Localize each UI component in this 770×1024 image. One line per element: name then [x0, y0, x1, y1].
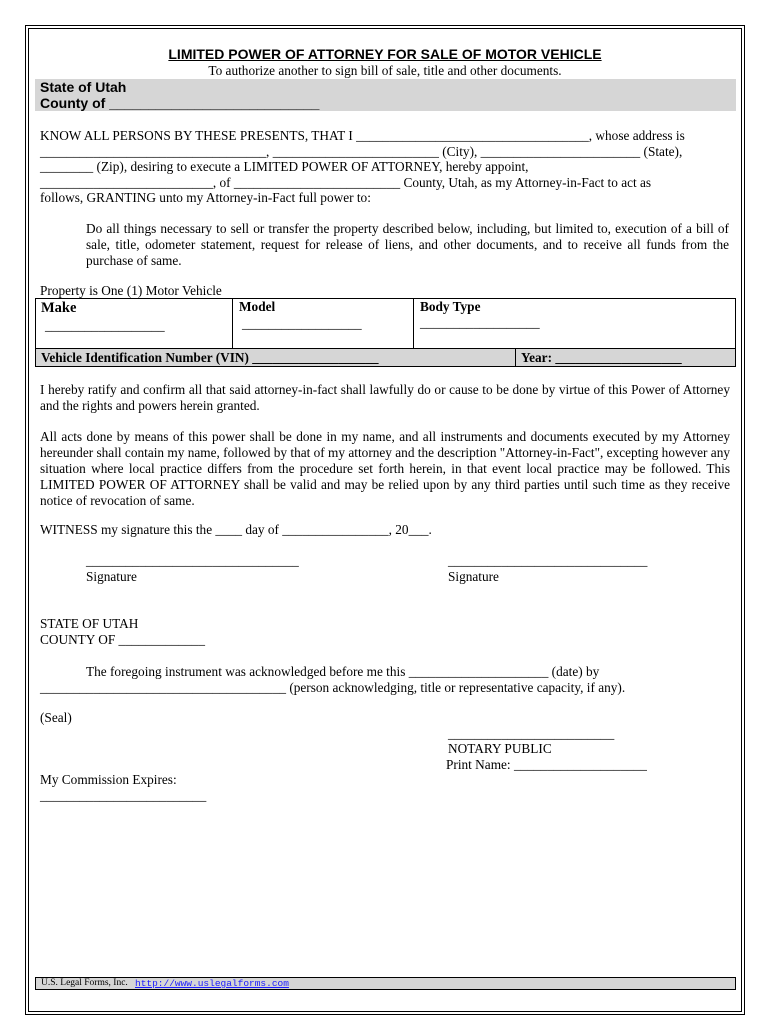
table-right-rule: [735, 298, 736, 367]
signature-line-1: ________________________________: [86, 553, 299, 568]
signature-label-2: Signature: [448, 569, 499, 584]
model-blank: __________________: [242, 316, 362, 331]
commission-label: My Commission Expires:: [40, 772, 177, 787]
know-all-line-5: follows, GRANTING unto my Attorney-in-Fact full power to:: [40, 190, 371, 205]
footer-company: U.S. Legal Forms, Inc.: [41, 978, 128, 988]
know-all-line-3: ________ (Zip), desiring to execute a LIMITED POWER OF ATTORNEY, hereby appoint,: [40, 159, 529, 174]
acknowledgment-line-1: The foregoing instrument was acknowledged before me this _____________________ (date) by: [86, 664, 600, 679]
body-type-label: Body Type: [420, 299, 481, 314]
property-label: Property is One (1) Motor Vehicle: [40, 283, 222, 298]
know-all-line-1: KNOW ALL PERSONS BY THESE PRESENTS, THAT I ___________________________________, whose address is: [40, 128, 685, 143]
document-subtitle: To authorize another to sign bill of sale, title and other documents.: [208, 63, 562, 78]
table-top-rule: [35, 298, 736, 299]
signature-label-1: Signature: [86, 569, 137, 584]
ratify-paragraph: I hereby ratify and confirm all that said attorney-in-fact shall lawfully do or cause to be done by virtue of this Power of Attorney and the rights and powers herein granted.: [40, 382, 730, 413]
document-title: LIMITED POWER OF ATTORNEY FOR SALE OF MOTOR VEHICLE: [168, 46, 602, 62]
seal-label: (Seal): [40, 710, 72, 725]
table-mid-rule: [35, 348, 736, 349]
acts-paragraph: All acts done by means of this power shall be done in my name, and all instruments and documents executed by my Attorney hereunder shall contain my name, followed by that of my attorney and the description "Attorney-in-Fact", excepting however any situation where local practice differs from the procedure set forth herein, in that event local practice may be followed. This LIMITED POWER OF ATTORNEY shall be valid and may be relied upon by any third parties until such time as they receive notice of revocation of same.: [40, 429, 730, 508]
make-label: Make: [41, 300, 77, 316]
vin-label: Vehicle Identification Number (VIN) ___________________: [41, 350, 379, 365]
powers-paragraph: Do all things necessary to sell or transfer the property described below, including, but limited to, execution of a bill of sale, title, odometer statement, request for release of liens, and other documents, and to receive all funds from the purchase of same.: [86, 221, 729, 268]
notary-state: STATE OF UTAH: [40, 616, 139, 631]
signature-line-2: ______________________________: [448, 553, 648, 568]
model-label: Model: [239, 299, 276, 314]
print-name-line: Print Name: ____________________: [446, 757, 647, 772]
year-label: Year: ___________________: [521, 350, 682, 365]
table-divider-1: [232, 298, 233, 348]
notary-county: COUNTY OF _____________: [40, 632, 205, 647]
footer-bar: [35, 977, 736, 990]
acknowledgment-line-2: _____________________________________ (person acknowledging, title or representative capacity, if any).: [40, 680, 626, 695]
notary-public-label: NOTARY PUBLIC: [448, 741, 552, 756]
know-all-line-2: __________________________________, _________________________ (City), ________________________ (State),: [40, 144, 683, 159]
commission-blank: _________________________: [40, 788, 207, 803]
state-county-band: [35, 79, 736, 111]
table-bottom-rule: [35, 366, 736, 367]
body-type-blank: __________________: [420, 315, 540, 330]
know-all-line-4: __________________________, of _________________________ County, Utah, as my Attorney-in-Fact to act as: [40, 175, 652, 190]
table-divider-2: [413, 298, 414, 348]
notary-signature-line: _________________________: [448, 726, 615, 741]
table-divider-3: [515, 348, 516, 366]
footer-link[interactable]: http://www.uslegalforms.com: [135, 978, 289, 989]
county-line: County of ___________________________: [40, 95, 320, 111]
witness-line: WITNESS my signature this the ____ day of ________________, 20___.: [40, 522, 432, 537]
state-line: State of Utah: [40, 79, 127, 95]
make-blank: __________________: [45, 318, 165, 333]
